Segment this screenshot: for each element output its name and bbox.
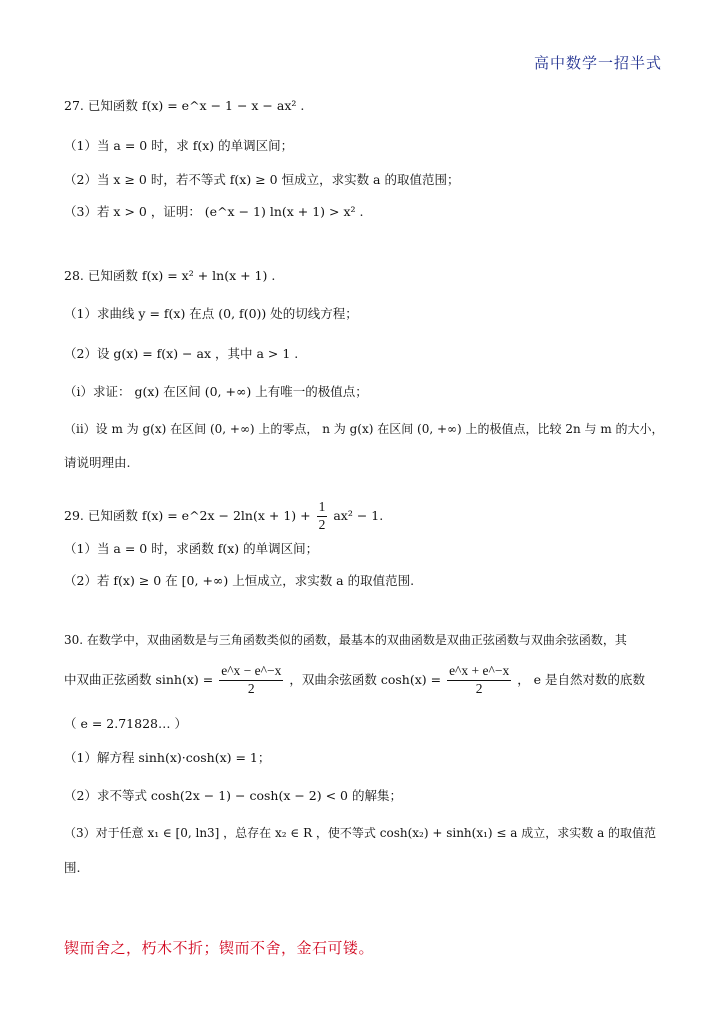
footer-motto: 锲而舍之，朽木不折；锲而不舍，金石可镂。	[64, 939, 375, 957]
cosh-fraction	[447, 664, 511, 697]
problem-27-part-3: （3）若 x > 0 ，证明： (e^x − 1) ln(x + 1) > x² .	[64, 204, 364, 219]
problem-28-part-2-i: （i）求证： g(x) 在区间 (0, +∞) 上有唯一的极值点；	[64, 384, 368, 399]
sinh-numerator: e^x − e^−x	[219, 664, 283, 681]
sinh-denominator: 2	[247, 680, 255, 696]
problem-30-part-2: （2）求不等式 cosh(2x − 1) − cosh(x − 2) < 0 的解集；	[64, 788, 402, 803]
cosh-numerator: e^x + e^−x	[447, 664, 511, 681]
problem-30-part-1: （1）解方程 sinh(x)·cosh(x) = 1；	[64, 750, 271, 765]
problem-29-stem-left: 29. 已知函数 f(x) = e^2x − 2ln(x + 1) +	[64, 507, 311, 523]
fraction-numerator: 1	[317, 500, 328, 517]
problem-29-part-1: （1）当 a = 0 时，求函数 f(x) 的单调区间；	[64, 541, 319, 556]
problem-29-stem-right: ax² − 1.	[333, 507, 384, 523]
problem-30-part-3: （3）对于任意 x₁ ∈ [0, ln3] ，总存在 x₂ ∈ R ，使不等式 cosh(x₂) + sinh(x₁) ≤ a 成立，求实数 a 的取值范	[64, 826, 657, 840]
sinh-definition-label: 中双曲正弦函数 sinh(x) =	[64, 671, 214, 687]
e-value: （ e = 2.71828… ）	[64, 716, 187, 731]
problem-27-part-2: （2）当 x ≥ 0 时，若不等式 f(x) ≥ 0 恒成立，求实数 a 的取值范围；	[64, 172, 460, 187]
problem-28-part-2: （2）设 g(x) = f(x) − ax ，其中 a > 1 .	[64, 346, 299, 361]
e-note: ， e 是自然对数的底数	[517, 671, 646, 687]
fraction-denominator: 2	[318, 516, 326, 532]
fraction-one-half	[317, 500, 328, 533]
brand-title: 高中数学一招半式	[533, 54, 662, 72]
problem-30-part-3-continued: 围.	[64, 860, 81, 875]
cosh-definition-label: ，双曲余弦函数 cosh(x) =	[289, 671, 442, 687]
problem-27-stem: 27. 已知函数 f(x) = e^x − 1 − x − ax² .	[64, 98, 305, 113]
sinh-fraction	[219, 664, 283, 697]
problem-28-part-1: （1）求曲线 y = f(x) 在点 (0, f(0)) 处的切线方程；	[64, 306, 358, 321]
cosh-denominator: 2	[475, 680, 483, 696]
problem-30-stem: 30. 在数学中，双曲函数是与三角函数类似的函数，最基本的双曲函数是双曲正弦函数与双曲余弦函数，其	[64, 633, 627, 647]
problem-29-part-2: （2）若 f(x) ≥ 0 在 [0, +∞) 上恒成立，求实数 a 的取值范围.	[64, 573, 415, 588]
problem-27-part-1: （1）当 a = 0 时，求 f(x) 的单调区间；	[64, 138, 294, 153]
problem-29-stem	[64, 500, 383, 533]
problem-28-part-2-ii: （ii）设 m 为 g(x) 在区间 (0, +∞) 上的零点， n 为 g(x) 在区间 (0, +∞) 上的极值点，比较 2n 与 m 的大小，	[64, 422, 664, 436]
problem-30-definitions	[64, 664, 645, 697]
problem-28-stem: 28. 已知函数 f(x) = x² + ln(x + 1) .	[64, 268, 276, 283]
problem-28-part-2-ii-continued: 请说明理由.	[64, 455, 131, 470]
